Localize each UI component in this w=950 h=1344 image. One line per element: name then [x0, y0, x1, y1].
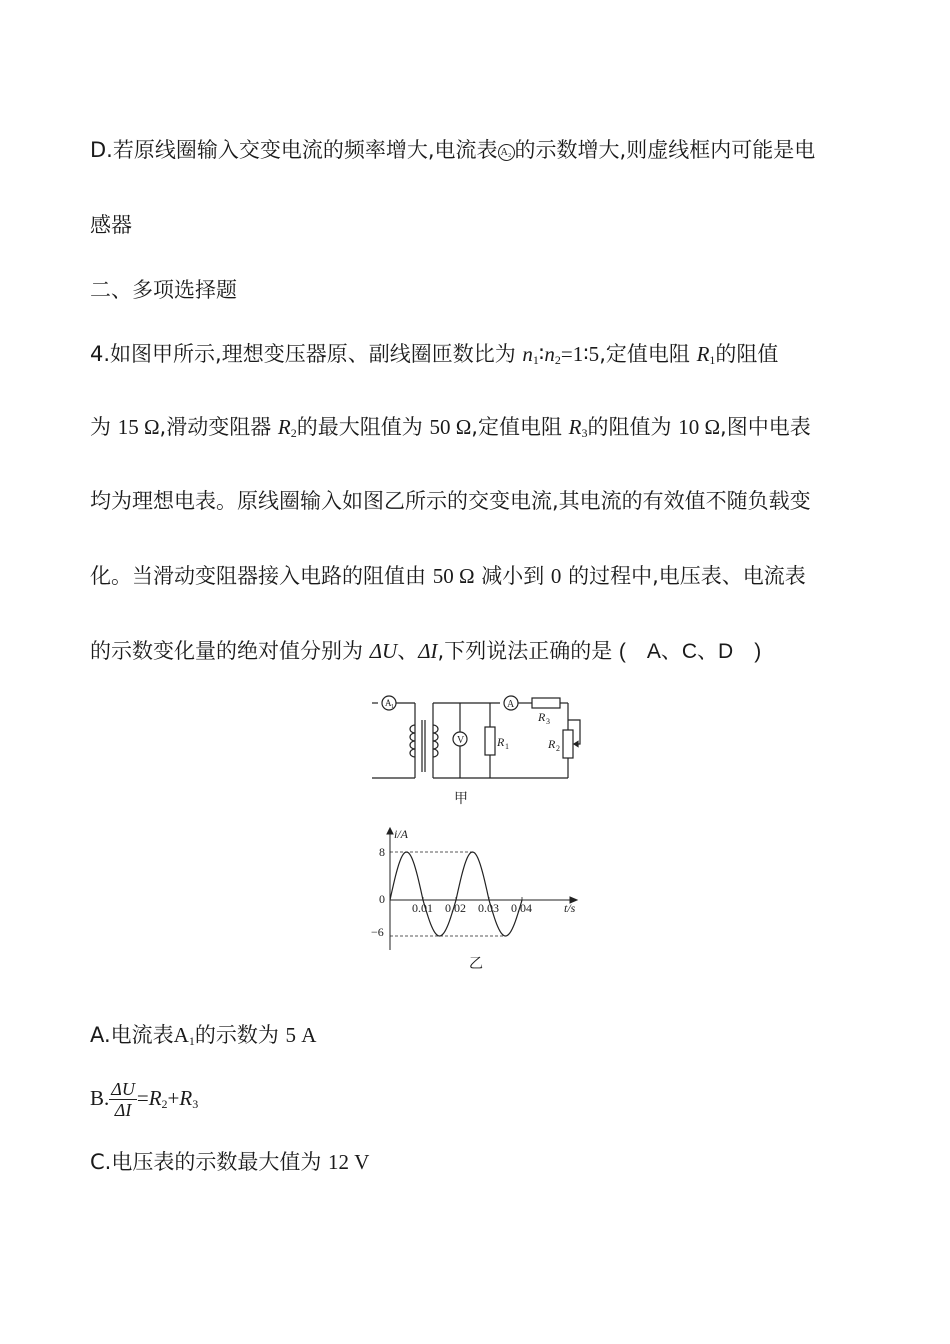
option-a-text: A.电流表	[90, 1023, 174, 1047]
option-a	[90, 1020, 316, 1056]
option-d-continued: 感器	[90, 213, 132, 237]
option-a-meter: A	[173, 1023, 189, 1047]
r1-sub: 1	[709, 353, 716, 367]
value-15-ohm: 15 Ω	[117, 415, 160, 439]
plus: +	[167, 1086, 180, 1110]
fraction-denominator: ΔI	[114, 1099, 132, 1120]
r-symbol: R	[277, 415, 291, 439]
x-tick-003: 0.03	[478, 901, 499, 915]
r1-label-sub: 1	[505, 742, 509, 751]
q-text: 为	[90, 415, 111, 439]
q-text: 的过程中,电压表、电流表	[568, 564, 806, 588]
figure-jia-caption: 甲	[454, 790, 468, 806]
option-c-value: 12 V	[328, 1150, 370, 1174]
q-text: ,滑动变阻器	[159, 415, 272, 439]
figure-yi-caption: 乙	[469, 955, 483, 971]
turns-ratio: =1∶5	[560, 342, 600, 366]
option-d-text-1: D.若原线圈输入交变电流的频率增大,电流表	[90, 138, 498, 162]
value-50-ohm: 50 Ω	[432, 564, 475, 588]
option-a-text-2: 的示数为	[194, 1023, 279, 1047]
n-symbol: n	[522, 342, 533, 366]
q-text: 的最大阻值为	[296, 415, 423, 439]
option-c-text: C.电压表的示数最大值为	[90, 1150, 322, 1174]
q-text: 4.如图甲所示,理想变压器原、副线圈匝数比为	[90, 342, 516, 366]
colon: ∶	[538, 342, 545, 366]
answer: ( A、C、D )	[618, 640, 762, 663]
secondary-coil	[433, 725, 438, 757]
r3-sub: 3	[192, 1097, 199, 1111]
r-symbol: R	[179, 1086, 193, 1110]
question-line-4	[90, 561, 806, 591]
current-waveform	[390, 852, 522, 936]
voltmeter-label: V	[457, 735, 465, 746]
separator: 、	[397, 639, 419, 663]
section-title: 二、多项选择题	[90, 278, 237, 302]
primary-coil	[410, 725, 415, 757]
ammeter-a2-icon: A₂	[498, 144, 515, 161]
q-text: ,图中电表	[720, 415, 811, 439]
option-b	[90, 1075, 198, 1127]
origin-label: 0	[379, 892, 385, 906]
value-zero: 0	[550, 564, 562, 588]
ammeter-a1-label: A	[385, 698, 392, 708]
q-text: ,定值电阻	[599, 342, 690, 366]
option-a-meter-sub: 1	[188, 1034, 195, 1048]
question-line-5	[90, 636, 761, 667]
r2-sub: 2	[161, 1097, 168, 1111]
question-line-2	[90, 412, 811, 448]
q-text: 化。当滑动变阻器接入电路的阻值由	[90, 564, 426, 588]
r2-label-sub: 2	[556, 744, 560, 753]
q-text: 的示数变化量的绝对值分别为	[90, 639, 363, 663]
option-d	[90, 135, 815, 165]
q-text: 减小到	[481, 564, 545, 588]
x-tick-002: 0.02	[445, 901, 466, 915]
r1-label: R	[497, 735, 505, 749]
current-time-chart	[365, 825, 585, 955]
question-line-3: 均为理想电表。原线圈输入如图乙所示的交变电流,其电流的有效值不随负载变	[90, 489, 811, 513]
circuit-diagram	[368, 690, 608, 810]
q-text: 的阻值为	[587, 415, 672, 439]
r3-label: R	[538, 710, 546, 724]
x-tick-004: 0.04	[511, 901, 532, 915]
r3-sub: 3	[581, 426, 588, 440]
y-axis-arrow	[387, 828, 393, 834]
x-axis-label: t/s	[564, 901, 576, 915]
r3-label-sub: 3	[546, 717, 550, 726]
delta-u: ΔU	[369, 639, 398, 663]
r2-label: R	[548, 737, 556, 751]
r-symbol: R	[148, 1086, 162, 1110]
resistor-r1	[485, 727, 495, 755]
option-d-text-2: 的示数增大,则虚线框内可能是电	[514, 138, 816, 162]
q-text: ,下列说法正确的是	[437, 639, 613, 663]
y-axis-label: i/A	[394, 827, 408, 841]
option-b-prefix: B.	[90, 1086, 110, 1110]
x-tick-001: 0.01	[412, 901, 433, 915]
n-symbol: n	[544, 342, 555, 366]
fraction	[109, 1079, 137, 1120]
resistor-r3	[532, 698, 560, 708]
value-50-ohm: 50 Ω	[429, 415, 472, 439]
equals: =	[136, 1086, 149, 1110]
r2-sub: 2	[290, 426, 297, 440]
option-c	[90, 1147, 369, 1177]
delta-i: ΔI	[418, 639, 438, 663]
r-symbol: R	[568, 415, 582, 439]
n1-sub: 1	[532, 353, 539, 367]
y-tick-neg6: −6	[371, 925, 384, 939]
ammeter-label: A	[507, 699, 515, 710]
n2-sub: 2	[554, 353, 561, 367]
q-text: ,定值电阻	[471, 415, 562, 439]
q-text: 的阻值	[715, 342, 779, 366]
y-tick-8: 8	[379, 845, 385, 859]
value-10-ohm: 10 Ω	[678, 415, 721, 439]
question-line-1	[90, 339, 778, 375]
ammeter-a1-sub: 1	[391, 704, 394, 710]
resistor-r2-slider	[563, 730, 573, 758]
r-symbol: R	[696, 342, 710, 366]
option-a-value: 5 A	[285, 1023, 317, 1047]
fraction-numerator: ΔU	[111, 1078, 135, 1099]
